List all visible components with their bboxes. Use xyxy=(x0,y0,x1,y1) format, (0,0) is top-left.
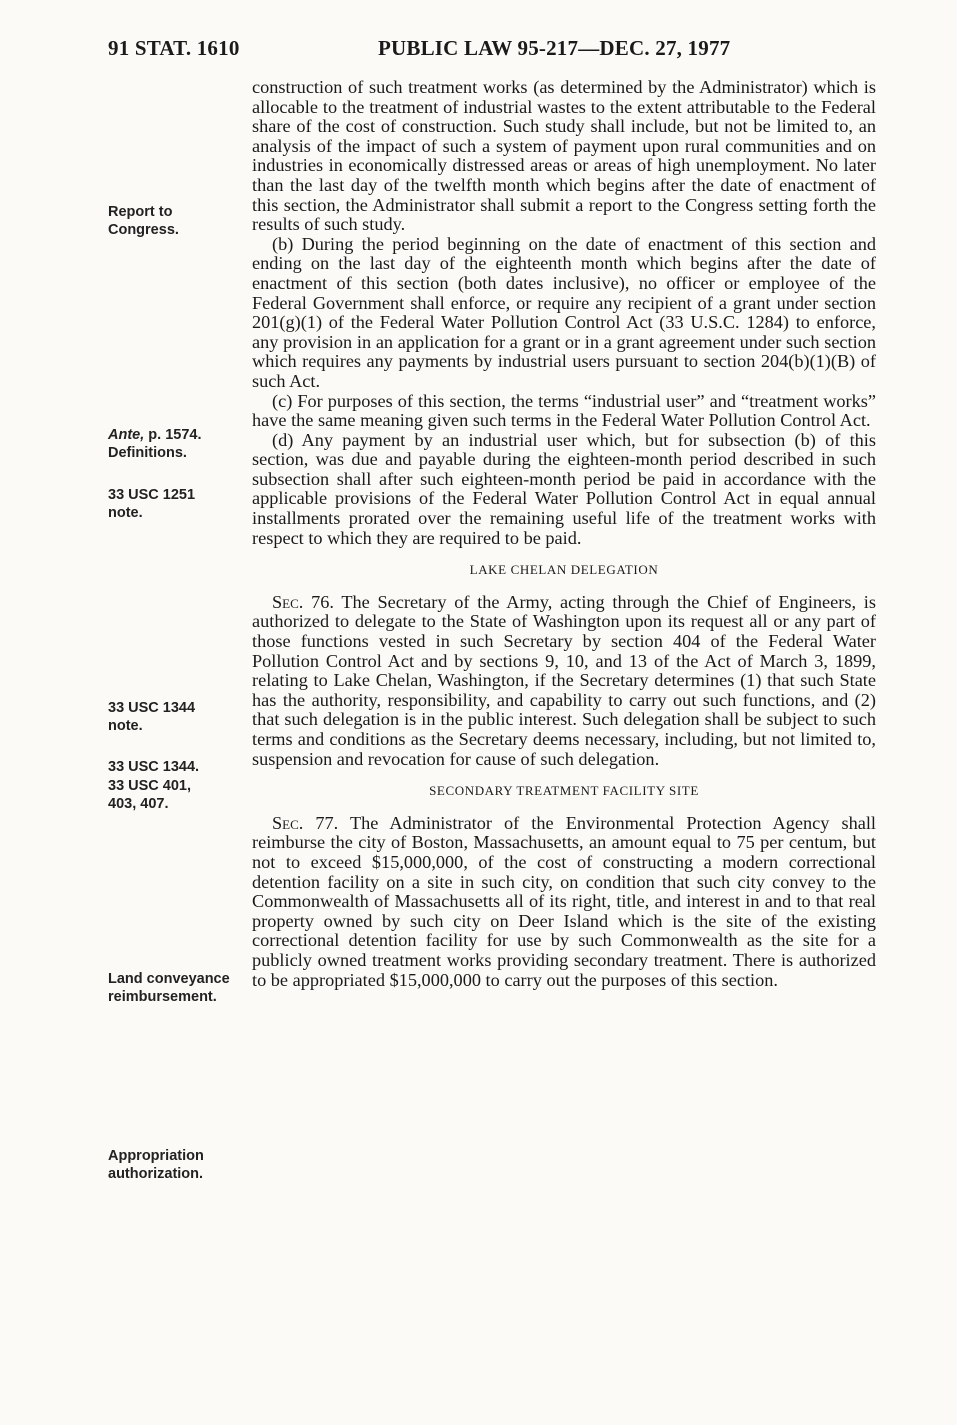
section-76-label: Sec. 76. xyxy=(272,591,334,612)
margin-note-line: authorization. xyxy=(108,1166,204,1182)
margin-note-ante-page-number: p. 1574. xyxy=(144,427,202,443)
section-77 xyxy=(252,814,876,990)
margin-note-line: note. xyxy=(108,718,143,734)
margin-note-line: Land conveyance xyxy=(108,971,230,987)
margin-note-33-usc-401 xyxy=(108,777,243,813)
section-heading-lake-chelan: LAKE CHELAN DELEGATION xyxy=(469,562,659,578)
statute-reference: 91 STAT. 1610 xyxy=(108,36,240,60)
section-heading-secondary-treatment: SECONDARY TREATMENT FACILITY SITE xyxy=(429,783,699,799)
margin-note-appropriation xyxy=(108,1147,243,1183)
margin-note-33-usc-1344 xyxy=(108,758,243,776)
margin-note-line: Appropriation xyxy=(108,1148,204,1164)
margin-note-line: 403, 407. xyxy=(108,796,169,812)
public-law-title: PUBLIC LAW 95-217—DEC. 27, 1977 xyxy=(378,36,731,60)
margin-note-line: 33 USC 1344. xyxy=(108,759,200,775)
margin-note-definitions xyxy=(108,444,243,462)
section-77-text: The Administrator of the Environmental Protection Agency shall reimburse the city of Boston, Massachusetts, an amount equal to 75 per centum, but not to exceed $15,000,000, of the cost of constructing a modern correctional detention facility on a site in such city, on condition that such city convey to the Commonwealth of Massachusetts all of its right, title, and interest in and to that real property owned by such city on Deer Island which is the site of the existing correctional detention facility for use by such Commonwealth as the site for a publicly owned treatment works providing secondary treatment. There is authorized to be appropriated $15,000,000 to carry out the purposes of this section. xyxy=(252,812,876,990)
section-76 xyxy=(252,593,876,769)
section-77-label: Sec. 77. xyxy=(272,812,339,833)
paragraph-continuation: construction of such treatment works (as determined by the Administrator) which is allocable to the treatment of industrial wastes to the extent attributable to the Federal share of the cost of construction. Such study shall include, but not be limited to, an analysis of the impact of such a system of payment upon rural communities and on industries in economically distressed areas or areas of high unemployment. No later than the last day of the twelfth month which begins after the date of enactment of this section, the Administrator shall submit a report to the Congress setting forth the results of such study. xyxy=(252,77,876,235)
statute-body xyxy=(252,78,876,990)
margin-note-line: reimbursement. xyxy=(108,989,217,1005)
margin-note-line: note. xyxy=(108,505,143,521)
margin-note-land-conveyance xyxy=(108,970,243,1006)
paragraph-subsection-c: (c) For purposes of this section, the terms “industrial user” and “treatment works” have the same meaning given such terms in the Federal Water Pollution Control Act. xyxy=(252,390,876,431)
page-header xyxy=(108,36,888,66)
margin-note-ante-italic: Ante, xyxy=(108,427,145,443)
margin-note-33-usc-1251 xyxy=(108,486,243,522)
margin-note-line: 33 USC 1251 xyxy=(108,487,196,503)
margin-note-line: Congress. xyxy=(108,222,179,238)
margin-note-line: 33 USC 1344 xyxy=(108,700,196,716)
margin-note-line: Report to xyxy=(108,204,173,220)
paragraph-subsection-d: (d) Any payment by an industrial user which, but for subsection (b) of this section, was due and payable during the eighteen-month period described in such subsection shall after such eighteen-month period be paid in accordance with the applicable provisions of the Federal Water Pollution Control Act in equal annual installments prorated over the remaining useful life of the treatment works with respect to which they are required to be paid. xyxy=(252,429,876,548)
margin-note-33-usc-1344-note xyxy=(108,699,243,735)
margin-note-line: 33 USC 401, xyxy=(108,778,192,794)
margin-note-report-to-congress xyxy=(108,203,243,239)
paragraph-subsection-b: (b) During the period beginning on the date of enactment of this section and ending on the last day of the eighteenth month which begins after the date of enactment of this section (both dates inclusive), no officer or employee of the Federal Government shall enforce, or require any recipient of a grant under section 201(g)(1) of the Federal Water Pollution Control Act (33 U.S.C. 1284) to enforce, any provision in an application for a grant or in a grant agreement under such section which requires any payments by industrial users pursuant to section 204(b)(1)(B) of such Act. xyxy=(252,233,876,391)
margin-note-ante-page xyxy=(108,426,243,444)
margin-note-line: Definitions. xyxy=(108,445,187,461)
section-76-text: The Secretary of the Army, acting through the Chief of Engineers, is authorized to delegate to the State of Washington upon its request all or any part of those functions vested in such Secretary by section 404 of the Federal Water Pollution Control Act and by sections 9, 10, and 13 of the Act of March 3, 1899, relating to Lake Chelan, Washington, if the Secretary determines (1) that such State has the authority, responsibility, and capability to carry out such functions, and (2) that such delegation is in the public interest. Such delegation shall be subject to such terms and conditions as the Secretary deems necessary, including, but not limited to, suspension and revocation for cause of such delegation. xyxy=(252,591,876,769)
